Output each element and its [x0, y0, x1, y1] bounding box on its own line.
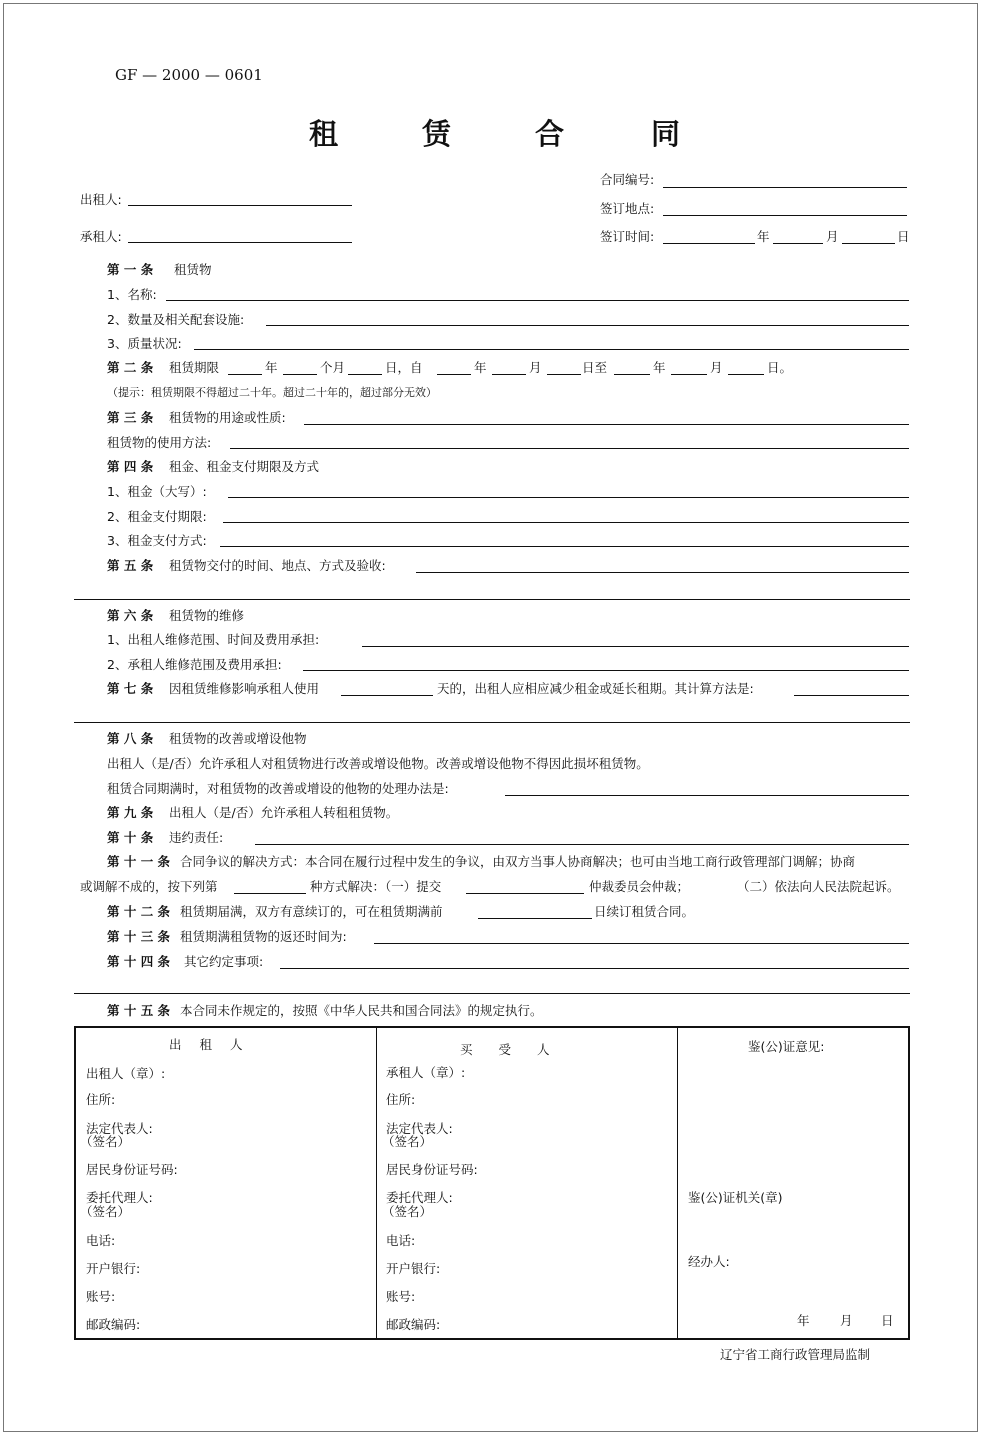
table-divider-1: [376, 1026, 377, 1340]
a10-field[interactable]: [255, 844, 909, 845]
sign-day-label: 日: [897, 229, 910, 244]
title-char-3: 合: [535, 117, 565, 151]
a9-head: 第 九 条: [107, 805, 154, 820]
c1-address: 住所:: [86, 1092, 116, 1107]
contract-no-field[interactable]: [663, 187, 907, 188]
c2-bank: 开户银行:: [386, 1261, 441, 1276]
a2-text-7: 日至: [582, 360, 608, 375]
a3-title: 租赁物的用途或性质:: [169, 410, 286, 425]
title-char-4: 同: [651, 117, 681, 151]
a9-title: 出租人（是/否）允许承租人转租租赁物。: [169, 805, 399, 820]
c1-seal: 出租人（章）:: [86, 1066, 166, 1081]
sign-day-field[interactable]: [842, 243, 895, 244]
sign-year-label: 年: [757, 229, 770, 244]
a2-from-month-field[interactable]: [492, 374, 526, 375]
c2-legal-rep-sign: （签名）: [382, 1134, 433, 1149]
c1-bank: 开户银行:: [86, 1261, 141, 1276]
a2-text-3: 个月: [320, 360, 346, 375]
a2-hint: （提示：租赁期限不得超过二十年。超过二十年的，超过部分无效）: [107, 386, 437, 399]
a6-title: 租赁物的维修: [169, 608, 245, 623]
a4-period-field[interactable]: [223, 522, 909, 523]
a7-head: 第 七 条: [107, 681, 154, 696]
sign-year-field[interactable]: [663, 243, 755, 244]
a1-quality-field[interactable]: [194, 349, 909, 350]
c1-agent-sign: （签名）: [80, 1204, 131, 1219]
a12-text-1: 租赁期届满，双方有意续订的，可在租赁期满前: [180, 904, 443, 919]
a4-rent-field[interactable]: [228, 497, 909, 498]
a11-text-3: 种方式解决：（一）提交: [310, 879, 442, 894]
title-char-1: 租: [309, 117, 339, 151]
a8-text-1: 出租人（是/否）允许承租人对租赁物进行改善或增设他物。改善或增设他物不得因此损坏租赁物。: [107, 756, 649, 771]
c3-year: 年: [797, 1313, 810, 1328]
lessor-field[interactable]: [128, 205, 352, 206]
sign-place-field[interactable]: [663, 215, 907, 216]
a8-head: 第 八 条: [107, 731, 154, 746]
footer-issuer: 辽宁省工商行政管理局监制: [720, 1347, 871, 1362]
col3-head: 鉴(公)证意见:: [748, 1039, 825, 1054]
a1-qty-field[interactable]: [266, 325, 909, 326]
c2-agent-sign: （签名）: [382, 1204, 433, 1219]
a2-text-8: 年: [653, 360, 666, 375]
col1-head: 出 租 人: [169, 1037, 243, 1052]
sign-month-field[interactable]: [773, 243, 823, 244]
c2-address: 住所:: [386, 1092, 416, 1107]
a11-text-2: 或调解不成的，按下列第: [80, 879, 218, 894]
c1-postcode: 邮政编码:: [86, 1317, 141, 1332]
a11-text-5: （二）依法向人民法院起诉。: [737, 879, 900, 894]
a11-head: 第 十 一 条: [107, 854, 171, 869]
divider-2: [74, 722, 910, 723]
a3-method-label: 租赁物的使用方法:: [107, 435, 212, 450]
lessee-field[interactable]: [128, 242, 352, 243]
a10-head: 第 十 条: [107, 830, 154, 845]
a2-text-9: 月: [710, 360, 723, 375]
a2-to-day-field[interactable]: [728, 374, 764, 375]
a13-title: 租赁期满租赁物的返还时间为:: [180, 929, 347, 944]
a4-head: 第 四 条: [107, 459, 154, 474]
a2-from-year-field[interactable]: [437, 374, 471, 375]
c1-phone: 电话:: [86, 1233, 116, 1248]
a6-lessor-field[interactable]: [362, 646, 909, 647]
a8-text-2: 租赁合同期满时，对租赁物的改善或增设的他物的处理办法是:: [107, 781, 449, 796]
a2-text-6: 月: [529, 360, 542, 375]
c3-handler: 经办人:: [688, 1254, 730, 1269]
a7-days-field[interactable]: [341, 695, 433, 696]
a1-name-label: 1、名称:: [107, 287, 157, 302]
c1-legal-rep: 法定代表人:: [86, 1121, 153, 1136]
a15-title: 本合同未作规定的，按照《中华人民共和国合同法》的规定执行。: [180, 1003, 543, 1018]
c1-account: 账号:: [86, 1289, 116, 1304]
a3-method-field[interactable]: [230, 448, 909, 449]
title-char-2: 赁: [422, 117, 452, 151]
c2-postcode: 邮政编码:: [386, 1317, 441, 1332]
a1-title: 租赁物: [174, 262, 212, 277]
a11-arbitration-field[interactable]: [466, 893, 584, 894]
a7-text-2: 天的，出租人应相应减少租金或延长租期。其计算方法是:: [437, 681, 754, 696]
a2-days-field[interactable]: [348, 374, 382, 375]
a3-head: 第 三 条: [107, 410, 154, 425]
a8-field[interactable]: [505, 795, 909, 796]
a12-head: 第 十 二 条: [107, 904, 171, 919]
a2-text-10: 日。: [767, 360, 793, 375]
a4-period-label: 2、租金支付期限:: [107, 509, 207, 524]
sign-month-label: 月: [826, 229, 839, 244]
a2-from-day-field[interactable]: [547, 374, 581, 375]
a14-title: 其它约定事项:: [184, 954, 264, 969]
divider-3: [74, 993, 910, 994]
a12-days-field[interactable]: [478, 918, 592, 919]
a7-text-1: 因租赁维修影响承租人使用: [169, 681, 320, 696]
a2-text-1: 租赁期限: [169, 360, 220, 375]
form-code: GF — 2000 — 0601: [115, 66, 263, 84]
a2-text-2: 年: [265, 360, 278, 375]
a4-method-label: 3、租金支付方式:: [107, 533, 207, 548]
sign-time-label: 签订时间:: [600, 229, 655, 244]
c1-id-no: 居民身份证号码:: [86, 1162, 178, 1177]
a3-use-field[interactable]: [304, 424, 909, 425]
c2-seal: 承租人（章）:: [386, 1065, 466, 1080]
a1-name-field[interactable]: [166, 300, 909, 301]
a15-head: 第 十 五 条: [107, 1003, 171, 1018]
c2-id-no: 居民身份证号码:: [386, 1162, 478, 1177]
a14-field[interactable]: [280, 968, 909, 969]
table-divider-2: [677, 1026, 678, 1340]
a13-field[interactable]: [374, 943, 909, 944]
a1-quality-label: 3、质量状况:: [107, 336, 182, 351]
a2-text-5: 年: [474, 360, 487, 375]
lessee-label: 承租人:: [80, 229, 122, 244]
contract-no-label: 合同编号:: [600, 172, 655, 187]
a4-rent-label: 1、租金（大写）:: [107, 484, 207, 499]
signature-table: [74, 1026, 910, 1340]
a13-head: 第 十 三 条: [107, 929, 171, 944]
c2-agent: 委托代理人:: [386, 1190, 453, 1205]
a5-head: 第 五 条: [107, 558, 154, 573]
a12-text-2: 日续订租赁合同。: [594, 904, 695, 919]
a6-head: 第 六 条: [107, 608, 154, 623]
a5-field[interactable]: [416, 572, 909, 573]
c1-legal-rep-sign: （签名）: [80, 1134, 131, 1149]
a4-method-field[interactable]: [220, 546, 909, 547]
a11-text-4: 仲裁委员会仲裁；: [589, 879, 690, 894]
a5-title: 租赁物交付的时间、地点、方式及验收:: [169, 558, 386, 573]
a2-head: 第 二 条: [107, 360, 154, 375]
a2-years-field[interactable]: [228, 374, 262, 375]
c3-month: 月: [840, 1313, 853, 1328]
a6-lessee-label: 2、承租人维修范围及费用承担:: [107, 657, 282, 672]
c3-seal: 鉴(公)证机关(章): [688, 1190, 783, 1205]
a14-head: 第 十 四 条: [107, 954, 171, 969]
a2-to-year-field[interactable]: [614, 374, 650, 375]
a1-head: 第 一 条: [107, 262, 154, 277]
lessor-label: 出租人:: [80, 192, 122, 207]
c2-phone: 电话:: [386, 1233, 416, 1248]
a1-qty-label: 2、数量及相关配套设施:: [107, 312, 245, 327]
a11-method-no-field[interactable]: [234, 893, 306, 894]
a2-to-month-field[interactable]: [671, 374, 707, 375]
a4-title: 租金、租金支付期限及方式: [169, 459, 320, 474]
a8-title: 租赁物的改善或增设他物: [169, 731, 307, 746]
a10-title: 违约责任:: [169, 830, 224, 845]
c3-day: 日: [881, 1313, 894, 1328]
c2-account: 账号:: [386, 1289, 416, 1304]
col2-head: 买 受 人: [460, 1042, 550, 1057]
a7-method-field[interactable]: [794, 695, 909, 696]
divider-1: [74, 599, 910, 600]
a6-lessee-field[interactable]: [303, 670, 909, 671]
a11-text-1: 合同争议的解决方式：本合同在履行过程中发生的争议，由双方当事人协商解决；也可由当地工商行政管理部门调解；协商: [180, 854, 856, 869]
c2-legal-rep: 法定代表人:: [386, 1121, 453, 1136]
sign-place-label: 签订地点:: [600, 201, 655, 216]
a6-lessor-label: 1、出租人维修范围、时间及费用承担:: [107, 632, 320, 647]
a2-months-field[interactable]: [283, 374, 317, 375]
a2-text-4: 日，自: [385, 360, 423, 375]
c1-agent: 委托代理人:: [86, 1190, 153, 1205]
